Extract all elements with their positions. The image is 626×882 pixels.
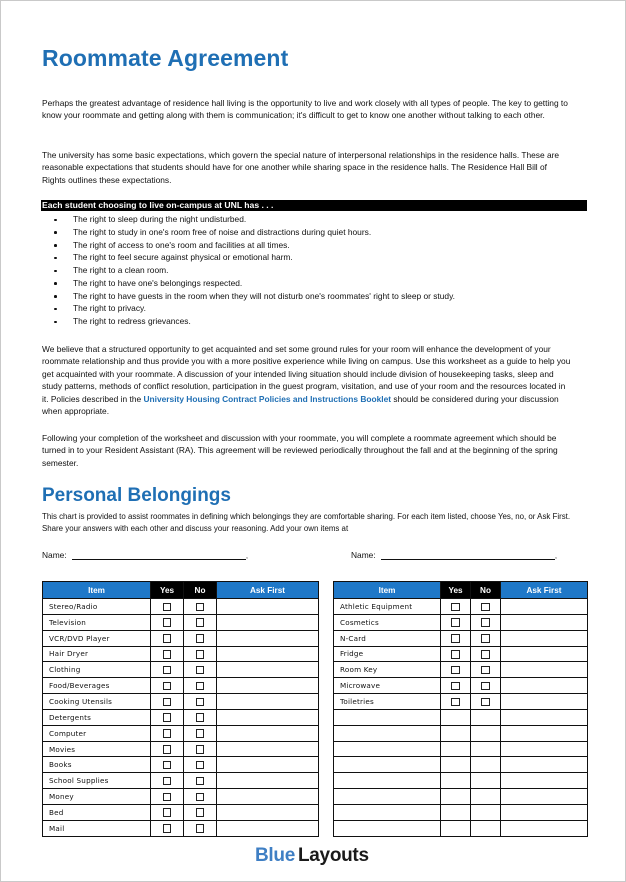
yes-cell: [151, 789, 184, 805]
ask-first-cell[interactable]: [217, 757, 319, 773]
no-checkbox[interactable]: [196, 634, 205, 643]
no-cell: [471, 789, 501, 805]
table-row: [43, 646, 319, 662]
no-cell: [471, 646, 501, 662]
blue-layouts-logo: Blue Layouts: [255, 845, 369, 866]
column-header-ask-first: Ask First: [217, 582, 319, 599]
rights-item: The right to redress grievances.: [53, 315, 455, 328]
yes-checkbox[interactable]: [451, 603, 460, 612]
rights-item: The right to sleep during the night undisturbed.: [53, 213, 455, 226]
ask-first-cell[interactable]: [501, 614, 588, 630]
no-cell: [184, 646, 217, 662]
page-title: Roommate Agreement: [42, 45, 289, 71]
item-name: Microwave: [334, 678, 441, 694]
item-name: N-Card: [334, 630, 441, 646]
yes-checkbox[interactable]: [163, 729, 172, 738]
table-row: [43, 614, 319, 630]
yes-cell: [441, 773, 471, 789]
item-name: Books: [43, 757, 151, 773]
no-checkbox[interactable]: [481, 603, 490, 612]
ask-first-cell[interactable]: [501, 725, 588, 741]
yes-checkbox[interactable]: [163, 808, 172, 817]
item-name: School Supplies: [43, 773, 151, 789]
no-cell: [184, 662, 217, 678]
item-name: Toiletries: [334, 694, 441, 710]
ask-first-cell[interactable]: [501, 820, 588, 836]
ask-first-cell[interactable]: [501, 757, 588, 773]
yes-checkbox[interactable]: [451, 634, 460, 643]
ask-first-cell[interactable]: [501, 709, 588, 725]
no-cell: [471, 741, 501, 757]
yes-cell: [441, 725, 471, 741]
table-row: [43, 599, 319, 615]
yes-cell: [151, 773, 184, 789]
yes-cell: [441, 741, 471, 757]
no-cell: [471, 678, 501, 694]
item-name: Fridge: [334, 646, 441, 662]
table-row: [334, 725, 588, 741]
table-row: [43, 804, 319, 820]
yes-checkbox[interactable]: [451, 682, 460, 691]
no-cell: [471, 630, 501, 646]
table-row: [334, 662, 588, 678]
yes-cell: [441, 820, 471, 836]
item-name: Hair Dryer: [43, 646, 151, 662]
item-name: Clothing: [43, 662, 151, 678]
yes-cell: [441, 757, 471, 773]
yes-cell: [151, 662, 184, 678]
no-cell: [184, 614, 217, 630]
no-checkbox[interactable]: [196, 808, 205, 817]
item-name: Athletic Equipment: [334, 599, 441, 615]
yes-cell: [441, 662, 471, 678]
housing-booklet-link[interactable]: University Housing Contract Policies and Instructions Booklet: [143, 393, 392, 404]
yes-checkbox[interactable]: [451, 666, 460, 675]
ask-first-cell[interactable]: [501, 741, 588, 757]
no-cell: [471, 694, 501, 710]
ask-first-cell[interactable]: [501, 678, 588, 694]
no-cell: [184, 630, 217, 646]
rights-item: The right to study in one's room free of noise and distractions during quiet hours.: [53, 226, 455, 239]
yes-checkbox[interactable]: [163, 698, 172, 707]
rights-list: [53, 213, 455, 328]
ask-first-cell[interactable]: [217, 804, 319, 820]
name-field-left[interactable]: Name: ,: [42, 550, 248, 560]
name-label: Name:: [42, 550, 67, 560]
ask-first-cell[interactable]: [217, 599, 319, 615]
yes-cell: [151, 630, 184, 646]
ask-first-cell[interactable]: [501, 630, 588, 646]
table-row: [43, 630, 319, 646]
ask-first-cell[interactable]: [217, 614, 319, 630]
item-name: [334, 820, 441, 836]
no-cell: [471, 725, 501, 741]
column-header-yes: Yes: [151, 582, 184, 599]
intro-paragraph-2: The university has some basic expectations, which govern the special nature of interpersonal relationships in the residence halls. These are reasonable expectations that students should have for one another while sharing space in the residence halls. The Residence Hall Bill of Rights outlines these expectations.: [42, 150, 560, 185]
no-cell: [184, 757, 217, 773]
ask-first-cell[interactable]: [501, 694, 588, 710]
rights-item: The right to feel secure against physical or emotional harm.: [53, 251, 455, 264]
no-checkbox[interactable]: [196, 761, 205, 770]
table-row: [43, 741, 319, 757]
no-checkbox[interactable]: [196, 777, 205, 786]
no-cell: [184, 709, 217, 725]
yes-cell: [151, 741, 184, 757]
no-cell: [184, 741, 217, 757]
table-row: [43, 757, 319, 773]
yes-cell: [151, 820, 184, 836]
name-line[interactable]: [381, 550, 555, 560]
yes-cell: [441, 789, 471, 805]
item-name: [334, 741, 441, 757]
name-label: Name:: [351, 550, 376, 560]
worksheet-paragraph: [42, 343, 572, 417]
yes-checkbox[interactable]: [163, 650, 172, 659]
belongings-table-right: [333, 581, 588, 837]
yes-cell: [441, 694, 471, 710]
yes-checkbox[interactable]: [163, 713, 172, 722]
no-cell: [471, 773, 501, 789]
column-header-yes: Yes: [441, 582, 471, 599]
no-cell: [471, 820, 501, 836]
no-checkbox[interactable]: [196, 793, 205, 802]
belongings-table-left: [42, 581, 319, 837]
table-row: [334, 694, 588, 710]
yes-cell: [151, 599, 184, 615]
item-name: Television: [43, 614, 151, 630]
yes-cell: [151, 678, 184, 694]
yes-cell: [151, 646, 184, 662]
no-cell: [471, 709, 501, 725]
yes-checkbox[interactable]: [163, 666, 172, 675]
column-header-no: No: [471, 582, 501, 599]
no-checkbox[interactable]: [196, 618, 205, 627]
rights-item: The right to privacy.: [53, 302, 455, 315]
yes-checkbox[interactable]: [451, 698, 460, 707]
no-cell: [184, 804, 217, 820]
item-name: [334, 725, 441, 741]
no-checkbox[interactable]: [196, 682, 205, 691]
ask-first-cell[interactable]: [217, 694, 319, 710]
ask-first-cell[interactable]: [217, 678, 319, 694]
item-name: [334, 773, 441, 789]
intro-paragraph-1: Perhaps the greatest advantage of residence hall living is the opportunity to live and work closely with all types of people. The key to getting to know your roommate and getting along with them is communication; it's difficult to get to know one another without talking to each other.: [42, 98, 568, 121]
table-row: [334, 646, 588, 662]
yes-checkbox[interactable]: [163, 777, 172, 786]
no-checkbox[interactable]: [196, 745, 205, 754]
item-name: Mail: [43, 820, 151, 836]
item-name: [334, 709, 441, 725]
yes-cell: [151, 804, 184, 820]
ask-first-cell[interactable]: [217, 630, 319, 646]
no-cell: [184, 694, 217, 710]
column-header-item: Item: [43, 582, 151, 599]
item-name: Detergents: [43, 709, 151, 725]
item-name: Cosmetics: [334, 614, 441, 630]
ask-first-cell[interactable]: [217, 773, 319, 789]
column-header-item: Item: [334, 582, 441, 599]
yes-cell: [151, 725, 184, 741]
rights-header: Each student choosing to live on-campus at UNL has . . .: [41, 200, 587, 211]
yes-checkbox[interactable]: [163, 603, 172, 612]
no-checkbox[interactable]: [196, 729, 205, 738]
yes-checkbox[interactable]: [451, 650, 460, 659]
no-cell: [471, 599, 501, 615]
no-checkbox[interactable]: [481, 666, 490, 675]
yes-checkbox[interactable]: [163, 761, 172, 770]
worksheet-text-after: should be considered during your discussion when appropriate.: [42, 393, 559, 417]
yes-checkbox[interactable]: [451, 618, 460, 627]
item-name: Food/Beverages: [43, 678, 151, 694]
no-cell: [471, 662, 501, 678]
yes-checkbox[interactable]: [163, 824, 172, 833]
table-row: [334, 773, 588, 789]
rights-item: The right to have one's belongings respected.: [53, 277, 455, 290]
no-checkbox[interactable]: [196, 603, 205, 612]
table-row: [334, 630, 588, 646]
rights-item: The right to have guests in the room when they will not disturb one's roommates' right to sleep or study.: [53, 290, 455, 303]
table-row: [334, 757, 588, 773]
yes-cell: [151, 757, 184, 773]
no-checkbox[interactable]: [196, 824, 205, 833]
yes-cell: [441, 678, 471, 694]
no-checkbox[interactable]: [196, 713, 205, 722]
table-row: [43, 662, 319, 678]
worksheet-text-before: We believe that a structured opportunity to get acquainted and set some ground rules for your room will enhance the development of your roommate relationship and thus provide you with a more positive experience while living on campus. Use this worksheet as a guide to help you get acquainted with your roommate. A discussion of your intended living situation should include division of housekeeping tasks, sleep and study patterns, methods of conflict resolution, participation in the guest program, visitation, and use of your room and the resources located in it. Policies described in the: [42, 344, 571, 404]
item-name: Room Key: [334, 662, 441, 678]
yes-cell: [441, 614, 471, 630]
ask-first-cell[interactable]: [217, 662, 319, 678]
no-cell: [471, 804, 501, 820]
yes-cell: [151, 614, 184, 630]
yes-checkbox[interactable]: [163, 634, 172, 643]
yes-cell: [441, 599, 471, 615]
rights-item: The right to a clean room.: [53, 264, 455, 277]
table-row: [43, 678, 319, 694]
no-checkbox[interactable]: [196, 650, 205, 659]
ask-first-cell[interactable]: [501, 804, 588, 820]
rights-item: The right of access to one's room and facilities at all times.: [53, 239, 455, 252]
ask-first-cell[interactable]: [501, 662, 588, 678]
table-row: [334, 804, 588, 820]
table-row: [334, 789, 588, 805]
no-checkbox[interactable]: [196, 666, 205, 675]
table-row: [334, 614, 588, 630]
table-row: [334, 709, 588, 725]
no-checkbox[interactable]: [481, 634, 490, 643]
ask-first-cell[interactable]: [217, 725, 319, 741]
yes-checkbox[interactable]: [163, 793, 172, 802]
ask-first-cell[interactable]: [217, 646, 319, 662]
item-name: [334, 757, 441, 773]
no-cell: [184, 789, 217, 805]
ask-first-cell[interactable]: [217, 820, 319, 836]
section-intro: This chart is provided to assist roommates in defining which belongings they are comfortable sharing. For each item listed, choose Yes, no, or Ask First. Share your answers with each other and discuss your reasoning. Add your own items at: [42, 512, 571, 533]
section-title: Personal Belongings: [42, 485, 231, 506]
no-cell: [471, 757, 501, 773]
ask-first-cell[interactable]: [501, 773, 588, 789]
yes-cell: [441, 804, 471, 820]
item-name: [334, 804, 441, 820]
no-checkbox[interactable]: [196, 698, 205, 707]
no-cell: [184, 725, 217, 741]
item-name: Cooking Utensils: [43, 694, 151, 710]
ask-first-cell[interactable]: [217, 789, 319, 805]
yes-cell: [441, 646, 471, 662]
item-name: Computer: [43, 725, 151, 741]
table-row: [43, 694, 319, 710]
no-cell: [184, 599, 217, 615]
yes-checkbox[interactable]: [163, 682, 172, 691]
no-checkbox[interactable]: [481, 682, 490, 691]
table-row: [43, 789, 319, 805]
item-name: Money: [43, 789, 151, 805]
name-line[interactable]: [72, 550, 246, 560]
table-row: [334, 820, 588, 836]
table-row: [334, 741, 588, 757]
column-header-no: No: [184, 582, 217, 599]
no-cell: [184, 773, 217, 789]
item-name: [334, 789, 441, 805]
table-row: [43, 773, 319, 789]
table-row: [43, 709, 319, 725]
no-checkbox[interactable]: [481, 698, 490, 707]
item-name: Stereo/Radio: [43, 599, 151, 615]
yes-cell: [441, 709, 471, 725]
ask-first-cell[interactable]: [217, 709, 319, 725]
no-cell: [184, 678, 217, 694]
yes-cell: [441, 630, 471, 646]
item-name: VCR/DVD Player: [43, 630, 151, 646]
yes-checkbox[interactable]: [163, 618, 172, 627]
yes-cell: [151, 694, 184, 710]
yes-cell: [151, 709, 184, 725]
no-checkbox[interactable]: [481, 618, 490, 627]
name-field-right[interactable]: Name: ,: [351, 550, 557, 560]
table-row: [43, 725, 319, 741]
no-cell: [471, 614, 501, 630]
table-row: [334, 599, 588, 615]
ask-first-cell[interactable]: [501, 789, 588, 805]
ask-first-cell[interactable]: [501, 646, 588, 662]
item-name: Movies: [43, 741, 151, 757]
yes-checkbox[interactable]: [163, 745, 172, 754]
item-name: Bed: [43, 804, 151, 820]
table-row: [43, 820, 319, 836]
no-cell: [184, 820, 217, 836]
column-header-ask-first: Ask First: [501, 582, 588, 599]
table-row: [334, 678, 588, 694]
ask-first-cell[interactable]: [501, 599, 588, 615]
ask-first-cell[interactable]: [217, 741, 319, 757]
completion-paragraph: Following your completion of the worksheet and discussion with your roommate, you will complete a roommate agreement which should be turned in to your Resident Assistant (RA). This agreement will be reviewed periodically throughout the fall and at the beginning of the spring semester.: [42, 433, 558, 468]
no-checkbox[interactable]: [481, 650, 490, 659]
